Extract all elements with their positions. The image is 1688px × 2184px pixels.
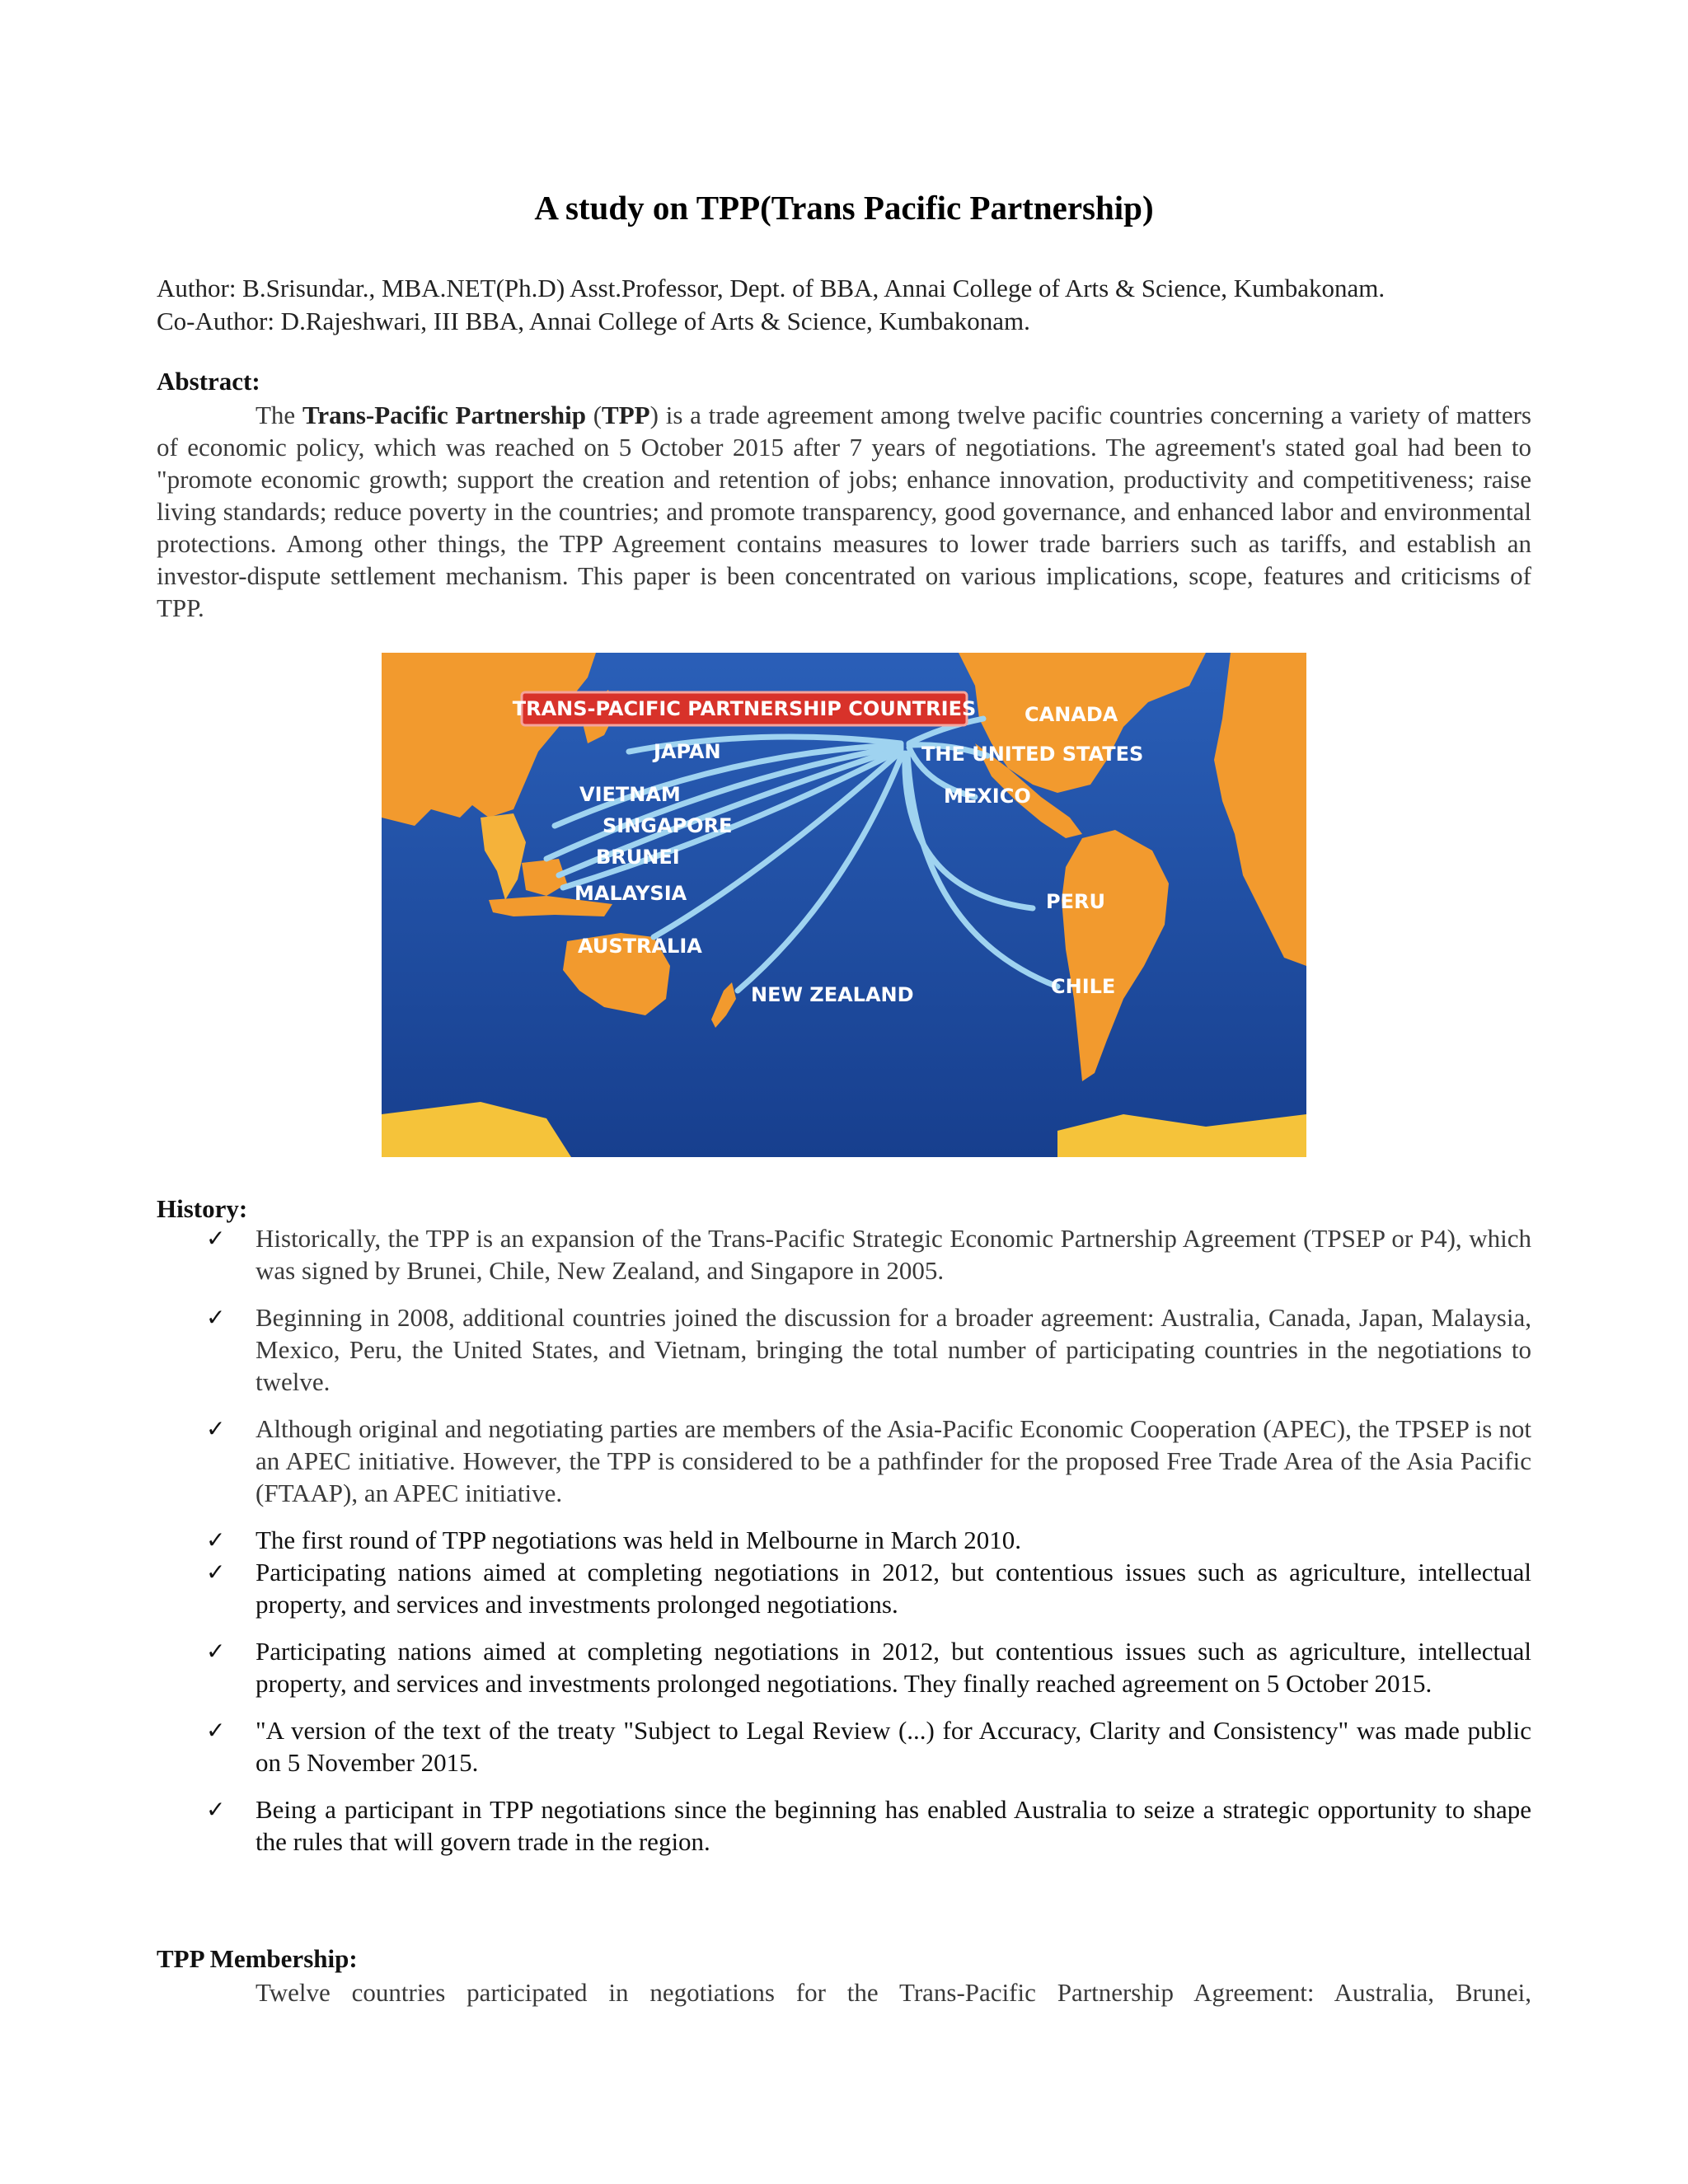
check-icon: ✓ bbox=[206, 1717, 226, 1744]
history-item-text: Participating nations aimed at completing negotiations in 2012, but contentious issues such as agriculture, intellectual property, and services and investments prolonged negotiations. They finally reached agreement on 5 October 2015. bbox=[256, 1637, 1531, 1698]
label-singapore: SINGAPORE bbox=[603, 814, 733, 837]
paper-title: A study on TPP(Trans Pacific Partnership) bbox=[534, 189, 1154, 227]
list-item bbox=[157, 1301, 1531, 1398]
list-item bbox=[157, 1714, 1531, 1779]
history-list bbox=[157, 1222, 1531, 1872]
abstract-paren: ( bbox=[585, 401, 603, 429]
list-item bbox=[157, 1524, 1531, 1556]
label-peru: PERU bbox=[1046, 890, 1105, 913]
list-item bbox=[157, 1222, 1531, 1286]
label-japan: JAPAN bbox=[654, 740, 721, 763]
coauthor-line: Co-Author: D.Rajeshwari, III BBA, Annai College of Arts & Science, Kumbakonam. bbox=[157, 307, 1030, 335]
check-icon: ✓ bbox=[206, 1558, 226, 1586]
history-item-text: The first round of TPP negotiations was held in Melbourne in March 2010. bbox=[256, 1526, 1022, 1554]
history-item-text: Although original and negotiating parties are members of the Asia-Pacific Economic Cooperation (APEC), the TPSEP is not an APEC initiative. However, the TPP is considered to be a pathfinder for the proposed Free Trade Area of the Asia Pacific (FTAAP), an APEC initiative. bbox=[256, 1414, 1531, 1507]
abstract-pre: The bbox=[256, 401, 302, 429]
check-icon: ✓ bbox=[206, 1638, 226, 1665]
check-icon: ✓ bbox=[206, 1415, 226, 1442]
abstract-bold-abbr: TPP bbox=[602, 401, 650, 429]
check-icon: ✓ bbox=[206, 1304, 226, 1331]
author-block bbox=[157, 272, 1385, 338]
label-brunei: BRUNEI bbox=[596, 846, 680, 869]
map-banner-text: TRANS-PACIFIC PARTNERSHIP COUNTRIES bbox=[512, 697, 977, 720]
author-line: Author: B.Srisundar., MBA.NET(Ph.D) Asst.Professor, Dept. of BBA, Annai College of Arts & Science, Kumbakonam. bbox=[157, 274, 1386, 302]
check-icon: ✓ bbox=[206, 1225, 226, 1252]
history-item-text: "A version of the text of the treaty "Subject to Legal Review (...) for Accuracy, Clarity and Consistency" was made public on 5 November 2015. bbox=[256, 1716, 1531, 1777]
history-item-text: Being a participant in TPP negotiations since the beginning has enabled Australia to seize a strategic opportunity to shape the rules that will govern trade in the region. bbox=[256, 1795, 1531, 1856]
list-item bbox=[157, 1793, 1531, 1858]
list-item bbox=[157, 1413, 1531, 1509]
label-us: THE UNITED STATES bbox=[921, 743, 1144, 766]
label-canada: CANADA bbox=[1025, 703, 1118, 726]
label-vietnam: VIETNAM bbox=[579, 783, 681, 806]
label-newzealand: NEW ZEALAND bbox=[751, 983, 914, 1006]
tpp-map-figure bbox=[382, 653, 1306, 1157]
label-australia: AUSTRALIA bbox=[578, 935, 702, 958]
abstract-text bbox=[157, 399, 1531, 624]
abstract-heading: Abstract: bbox=[157, 367, 260, 396]
history-item-text: Beginning in 2008, additional countries joined the discussion for a broader agreement: Australia, Canada, Japan, Malaysia, Mexico, Peru, the United States, and Vietnam, bringing the total number of participating countries in the negotiations to twelve. bbox=[256, 1303, 1531, 1396]
history-heading: History: bbox=[157, 1194, 248, 1223]
history-item-text: Historically, the TPP is an expansion of the Trans-Pacific Strategic Economic Partnership Agreement (TPSEP or P4), which was signed by Brunei, Chile, New Zealand, and Singapore in 2005. bbox=[256, 1224, 1531, 1285]
abstract-bold-name: Trans-Pacific Partnership bbox=[302, 401, 586, 429]
check-icon: ✓ bbox=[206, 1796, 226, 1823]
membership-heading: TPP Membership: bbox=[157, 1944, 358, 1973]
list-item bbox=[157, 1556, 1531, 1620]
membership-text: Twelve countries participated in negotiations for the Trans-Pacific Partnership Agreement: Australia, Brunei, bbox=[256, 1978, 1531, 2007]
history-item-text: Participating nations aimed at completing negotiations in 2012, but contentious issues such as agriculture, intellectual property, and services and investments prolonged negotiations. bbox=[256, 1558, 1531, 1619]
label-mexico: MEXICO bbox=[944, 785, 1031, 808]
label-malaysia: MALAYSIA bbox=[574, 882, 687, 905]
label-chile: CHILE bbox=[1051, 975, 1116, 998]
check-icon: ✓ bbox=[206, 1526, 226, 1554]
abstract-rest: ) is a trade agreement among twelve pacific countries concerning a variety of matters of economic policy, which was reached on 5 October 2015 after 7 years of negotiations. The agreement's stated goal had been to "promote economic growth; support the creation and retention of jobs; enhance innovation, productivity and competitiveness; raise living standards; reduce poverty in the countries; and promote transparency, good governance, and enhanced labor and environmental protections. Among other things, the TPP Agreement contains measures to lower trade barriers such as tariffs, and establish an investor-dispute settlement mechanism. This paper is been concentrated on various implications, scope, features and criticisms of TPP. bbox=[157, 401, 1531, 622]
list-item bbox=[157, 1635, 1531, 1699]
